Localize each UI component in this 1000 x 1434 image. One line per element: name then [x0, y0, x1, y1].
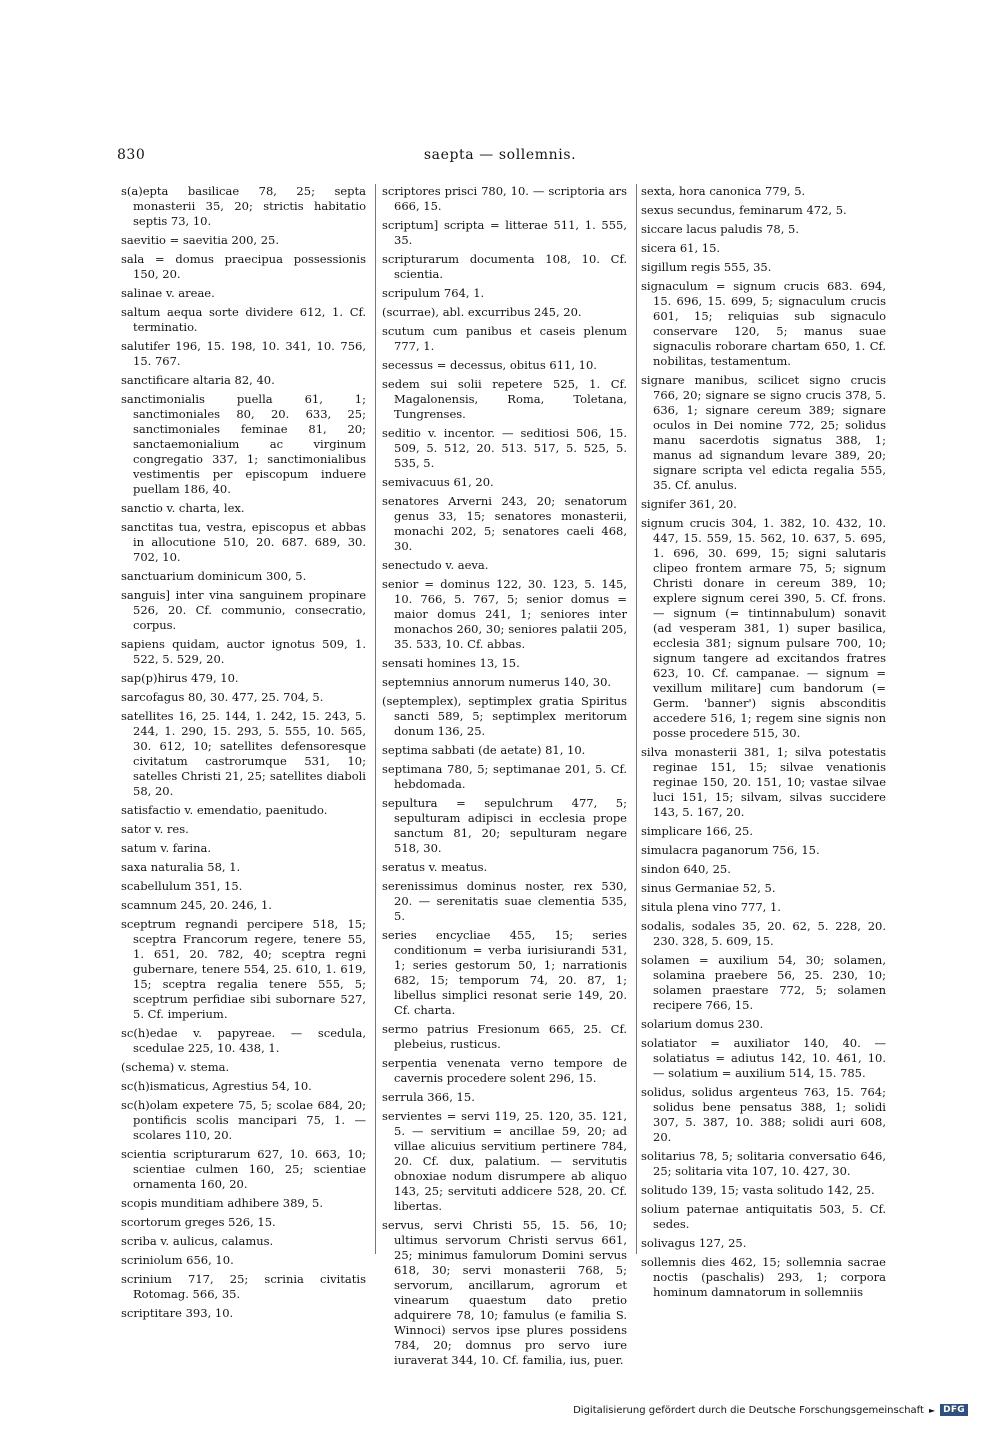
index-entry: sanguis] inter vina sanguinem propinare 526, 20. Cf. communio, consecratio, corpus.: [121, 588, 366, 632]
index-entry: sicera 61, 15.: [641, 241, 721, 255]
index-entry: sator v. res.: [121, 822, 189, 836]
index-entry: scamnum 245, 20. 246, 1.: [121, 898, 272, 912]
index-entry: solivagus 127, 25.: [641, 1236, 747, 1250]
index-entry: scriba v. aulicus, calamus.: [121, 1234, 274, 1248]
column-rule: [375, 184, 376, 1254]
page-number: 830: [117, 147, 146, 163]
index-entry: siccare lacus paludis 78, 5.: [641, 222, 800, 236]
index-entry: serenissimus dominus noster, rex 530, 20. — serenitatis suae clementia 535, 5.: [382, 879, 627, 923]
index-entry: senatores Arverni 243, 20; senatorum genus 33, 15; senatores monasterii, monachi 202, 5; senatores caeli 468, 30.: [382, 494, 627, 553]
index-entry: situla plena vino 777, 1.: [641, 900, 781, 914]
index-entry: solium paternae antiquitatis 503, 5. Cf. sedes.: [641, 1202, 886, 1231]
index-entry: series encycliae 455, 15; series conditionum = verba iurisiurandi 531, 1; series gestorum 50, 1; narrationis 682, 15; temporum 74, 20. 87, 1; libellus simplici resonat serie 149, 20. Cf. charta.: [382, 928, 627, 1017]
index-column-2: [382, 184, 627, 1372]
index-entry: solitudo 139, 15; vasta solitudo 142, 25.: [641, 1183, 875, 1197]
index-entry: scutum cum panibus et caseis plenum 777, 1.: [382, 324, 627, 353]
index-entry: sedem sui solii repetere 525, 1. Cf. Magalonensis, Roma, Toletana, Tungrenses.: [382, 377, 627, 421]
index-entry: scriniolum 656, 10.: [121, 1253, 234, 1267]
index-entry: satellites 16, 25. 144, 1. 242, 15. 243, 5. 244, 1. 290, 15. 293, 5. 555, 10. 565, 30. 612, 10; satellites defensoresque civitatum castrorumque 531, 10; satelles Christi 21, 25; satellites diaboli 58, 20.: [121, 709, 366, 798]
index-entry: s(a)epta basilicae 78, 25; septa monasterii 35, 20; strictis habitatio septis 73, 10.: [121, 184, 366, 228]
footer-text: Digitalisierung gefördert durch die Deutsche Forschungsgemeinschaft: [573, 1404, 924, 1416]
index-entry: sermo patrius Fresionum 665, 25. Cf. plebeius, rusticus.: [382, 1022, 627, 1051]
index-entry: solamen = auxilium 54, 30; solamen, solamina praebere 56, 25. 230, 10; solamen praestare 772, 5; solamen recipere 766, 15.: [641, 953, 886, 1012]
index-entry: scriptitare 393, 10.: [121, 1306, 234, 1320]
index-entry: scriptores prisci 780, 10. — scriptoria ars 666, 15.: [382, 184, 627, 213]
index-column-1: [121, 184, 366, 1325]
index-entry: signum crucis 304, 1. 382, 10. 432, 10. 447, 15. 559, 15. 562, 10. 637, 5. 695, 1. 696, 30. 699, 15; signi salutaris clipeo frontem armare 75, 5; signum Christi donare in cereum 389, 10; explere signum cerei 390, 5. Cf. frons. — signum (= tintinnabulum) sonavit (ad vesperam 381, 1) super basilica, ecclesia 381; signum pulsare 700, 10; signum tangere ad excitandos fratres 623, 10. Cf. campanae. — signum = vexillum militare] cum bandorum (= Germ. 'banner') signis absconditis accedere 516, 1; regem sine signis non posse procedere 515, 30.: [641, 516, 886, 740]
index-entry: servus, servi Christi 55, 15. 56, 10; ultimus servorum Christi servus 661, 25; minimus famulorum Domini servus 618, 30; servi monasterii 768, 5; servorum, ancillarum, agrorum et vinearum quaestum dato pretio adquirere 78, 10; famulus (e familia S. Winnoci) servos ipse plures possidens 784, 20; domnus pro servo iure iuraverat 344, 10. Cf. familia, ius, puer.: [382, 1218, 627, 1367]
index-entry: salinae v. areae.: [121, 286, 215, 300]
index-entry: satisfactio v. emendatio, paenitudo.: [121, 803, 328, 817]
index-entry: sap(p)hirus 479, 10.: [121, 671, 239, 685]
index-entry: sexta, hora canonica 779, 5.: [641, 184, 806, 198]
index-entry: saxa naturalia 58, 1.: [121, 860, 241, 874]
index-entry: sinus Germaniae 52, 5.: [641, 881, 776, 895]
index-entry: septemnius annorum numerus 140, 30.: [382, 675, 612, 689]
index-entry: solarium domus 230.: [641, 1017, 764, 1031]
index-entry: saltum aequa sorte dividere 612, 1. Cf. terminatio.: [121, 305, 366, 334]
index-entry: scripturarum documenta 108, 10. Cf. scientia.: [382, 252, 627, 281]
index-column-3: [641, 184, 886, 1304]
index-entry: secessus = decessus, obitus 611, 10.: [382, 358, 597, 372]
running-head: saepta — sollemnis.: [423, 147, 577, 163]
index-entry: sensati homines 13, 15.: [382, 656, 520, 670]
index-entry: simulacra paganorum 756, 15.: [641, 843, 820, 857]
index-entry: sapiens quidam, auctor ignotus 509, 1. 522, 5. 529, 20.: [121, 637, 366, 666]
index-entry: senior = dominus 122, 30. 123, 5. 145, 10. 766, 5. 767, 5; senior domus = maior domus 241, 1; seniores inter monachos 260, 30; seniores palatii 205, 35. 533, 10. Cf. abbas.: [382, 577, 627, 651]
index-entry: sanctificare altaria 82, 40.: [121, 373, 275, 387]
index-entry: scortorum greges 526, 15.: [121, 1215, 276, 1229]
index-entry: sodalis, sodales 35, 20. 62, 5. 228, 20. 230. 328, 5. 609, 15.: [641, 919, 886, 948]
index-entry: silva monasterii 381, 1; silva potestatis reginae 151, 15; silvae venationis reginae 150, 20. 151, 10; vastae silvae luci 151, 15; silvam, silvas succidere 143, 5. 167, 20.: [641, 745, 886, 819]
index-entry: sceptrum regnandi percipere 518, 15; sceptra Francorum regere, tenere 55, 1. 651, 20. 782, 40; sceptra regni gubernare, tenere 554, 25. 610, 1. 619, 15; sceptra regalia tenere 555, 5; sceptrum perfidiae sibi subornare 527, 5. Cf. imperium.: [121, 917, 366, 1021]
index-entry: senectudo v. aeva.: [382, 558, 489, 572]
column-rule: [636, 184, 637, 1254]
index-entry: sigillum regis 555, 35.: [641, 260, 772, 274]
index-entry: satum v. farina.: [121, 841, 211, 855]
index-entry: septima sabbati (de aetate) 81, 10.: [382, 743, 586, 757]
index-entry: scriptum] scripta = litterae 511, 1. 555, 35.: [382, 218, 627, 247]
index-entry: seratus v. meatus.: [382, 860, 488, 874]
index-entry: salutifer 196, 15. 198, 10. 341, 10. 756, 15. 767.: [121, 339, 366, 368]
index-entry: sepultura = sepulchrum 477, 5; sepulturam adipisci in ecclesia prope sanctum 81, 20; sepulturam negare 518, 30.: [382, 796, 627, 855]
index-entry: solidus, solidus argenteus 763, 15. 764; solidus bene pensatus 388, 1; solidi 307, 5. 387, 10. 388; solidi auri 608, 20.: [641, 1085, 886, 1144]
index-entry: sc(h)ismaticus, Agrestius 54, 10.: [121, 1079, 312, 1093]
index-entry: scopis munditiam adhibere 389, 5.: [121, 1196, 323, 1210]
index-entry: sanctimonialis puella 61, 1; sanctimoniales 80, 20. 633, 25; sanctimoniales feminae 81, 20; sanctaemonialium ac virginum congregatio 337, 1; sanctimonialibus vestimentis per episcopum induere puellam 186, 40.: [121, 392, 366, 496]
index-entry: simplicare 166, 25.: [641, 824, 754, 838]
index-entry: seditio v. incentor. — seditiosi 506, 15. 509, 5. 512, 20. 513. 517, 5. 525, 5. 535, 5.: [382, 426, 627, 470]
index-entry: solatiator = auxiliator 140, 40. — solatiatus = adiutus 142, 10. 461, 10. — solatium = auxilium 514, 15. 785.: [641, 1036, 886, 1080]
index-entry: sc(h)edae v. papyreae. — scedula, scedulae 225, 10. 438, 1.: [121, 1026, 366, 1055]
index-entry: sanctuarium dominicum 300, 5.: [121, 569, 307, 583]
index-entry: scabellulum 351, 15.: [121, 879, 243, 893]
index-entry: sala = domus praecipua possessionis 150, 20.: [121, 252, 366, 281]
index-entry: scientia scripturarum 627, 10. 663, 10; scientiae culmen 160, 25; scientiae ornamenta 160, 20.: [121, 1147, 366, 1191]
index-entry: sc(h)olam expetere 75, 5; scolae 684, 20; pontificis scolis mancipari 75, 1. — scolares 110, 20.: [121, 1098, 366, 1142]
index-entry: (scurrae), abl. excurribus 245, 20.: [382, 305, 582, 319]
index-entry: serpentia venenata verno tempore de cavernis procedere solent 296, 15.: [382, 1056, 627, 1085]
index-entry: sollemnis dies 462, 15; sollemnia sacrae noctis (paschalis) 293, 1; corpora hominum damnatorum in sollemniis: [641, 1255, 886, 1299]
index-entry: septimana 780, 5; septimanae 201, 5. Cf. hebdomada.: [382, 762, 627, 791]
index-entry: semivacuus 61, 20.: [382, 475, 494, 489]
index-entry: (septemplex), septimplex gratia Spiritus sancti 589, 5; septimplex meritorum donum 136, 25.: [382, 694, 627, 738]
index-entry: sanctitas tua, vestra, episcopus et abbas in allocutione 510, 20. 687. 689, 30. 702, 10.: [121, 520, 366, 564]
index-entry: serrula 366, 15.: [382, 1090, 475, 1104]
index-entry: scrinium 717, 25; scrinia civitatis Rotomag. 566, 35.: [121, 1272, 366, 1301]
index-entry: servientes = servi 119, 25. 120, 35. 121, 5. — servitium = ancillae 59, 20; ad villae alicuius servitium pertinere 784, 20. Cf. dux, palatium. — servitutis obnoxiae nodum disrumpere ab aliquo 143, 25; servituti addicere 528, 20. Cf. libertas.: [382, 1109, 627, 1213]
index-entry: saevitio = saevitia 200, 25.: [121, 233, 280, 247]
index-entry: signare manibus, scilicet signo crucis 766, 20; signare se signo crucis 378, 5. 636, 1; signare cereum 389; signare oculos in Dei nomine 772, 25; solidus manu sacerdotis signatus 388, 1; manus ad signandum levare 389, 20; signare scripta vel edicta regalia 555, 35. Cf. anulus.: [641, 373, 886, 492]
index-entry: signifer 361, 20.: [641, 497, 737, 511]
index-entry: solitarius 78, 5; solitaria conversatio 646, 25; solitaria vita 107, 10. 427, 30.: [641, 1149, 886, 1178]
index-entry: sexus secundus, feminarum 472, 5.: [641, 203, 847, 217]
index-entry: sindon 640, 25.: [641, 862, 731, 876]
index-entry: sarcofagus 80, 30. 477, 25. 704, 5.: [121, 690, 324, 704]
index-entry: (schema) v. stema.: [121, 1060, 230, 1074]
dfg-logo: DFG: [940, 1404, 968, 1416]
index-entry: signaculum = signum crucis 683. 694, 15. 696, 15. 699, 5; signaculum crucis 601, 15; reliquias sub signaculo conservare 120, 5; manus suae signaculis roborare chartam 650, 1. Cf. nobilitas, testamentum.: [641, 279, 886, 368]
arrow-right-icon: ►: [928, 1405, 936, 1415]
index-entry: scripulum 764, 1.: [382, 286, 485, 300]
footer-credit: [573, 1404, 968, 1416]
index-entry: sanctio v. charta, lex.: [121, 501, 245, 515]
